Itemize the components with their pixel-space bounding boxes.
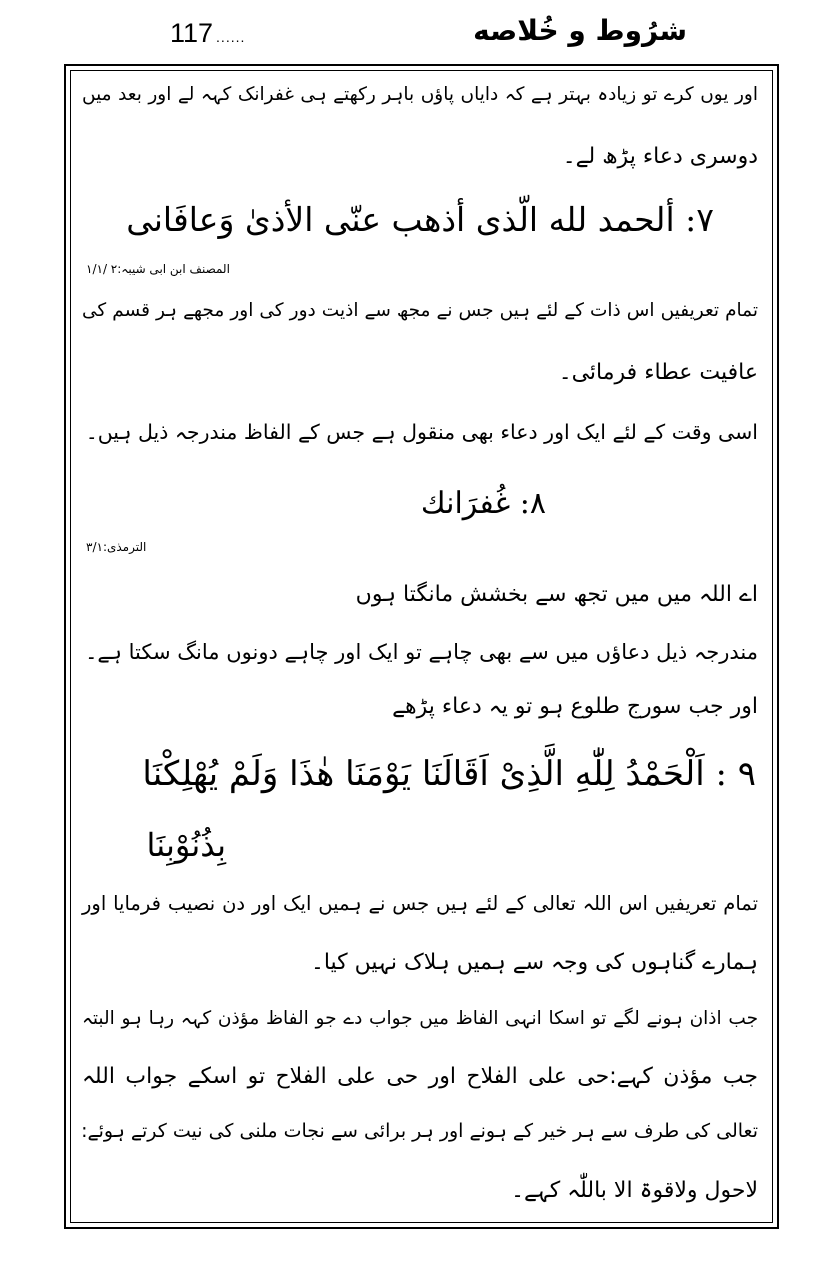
paragraph-line: اے اللہ میں میں تجھ سے بخشش مانگتا ہوں — [355, 582, 758, 607]
paragraph-line: جب اذان ہونے لگے تو اسکا انہی الفاظ میں جواب دے جو الفاظ مؤذن کہہ رہا ہو البتہ — [82, 1008, 758, 1029]
paragraph-line: دوسری دعاء پڑھ لے۔ — [562, 144, 758, 169]
page-number-value: 117 — [170, 18, 214, 48]
paragraph-line: تمام تعریفیں اس ذات کے لئے ہیں جس نے مجھ سے اذیت دور کی اور مجھے ہر قسم کی — [82, 300, 758, 321]
reference-citation: المصنف ابن ابی شیبہ:۲ /۱/۱ — [86, 262, 230, 276]
arabic-dua-9-line1: ۹ : اَلْحَمْدُ لِلّٰهِ الَّذِیْ اَقَالَنَا یَوْمَنَا هٰذَا وَلَمْ یُهْلِکْنَا — [142, 754, 756, 794]
paragraph-line: تمام تعریفیں اس اللہ تعالی کے لئے ہیں جس نے ہمیں ایک اور دن نصیب فرمایا اور — [82, 892, 758, 915]
paragraph-line: تعالی کی طرف سے ہر خیر کے ہونے اور ہر برائی سے نجات ملنی کی نیت کرتے ہوئے: — [81, 1120, 758, 1142]
page-number — [170, 18, 245, 49]
paragraph-line: عافیت عطاء فرمائی۔ — [558, 360, 758, 385]
arabic-dua-8: ۸: غُفرَانك — [420, 486, 546, 521]
page-header — [0, 0, 825, 60]
paragraph-line: مندرجہ ذیل دعاؤں میں سے بھی چاہے تو ایک اور چاہے دونوں مانگ سکتا ہے۔ — [85, 640, 758, 664]
paragraph-line: ہمارے گناہوں کی وجہ سے ہمیں ہلاک نہیں کیا۔ — [310, 950, 758, 975]
paragraph-line: اور جب سورج طلوع ہو تو یہ دعاء پڑھے — [392, 694, 758, 719]
page-number-dots: ...... — [216, 29, 246, 45]
book-title: شرُوط و خُلاصه — [473, 14, 687, 47]
reference-citation: الترمذی:۳/۱ — [86, 540, 147, 554]
paragraph-line: اسی وقت کے لئے ایک اور دعاء بھی منقول ہے جس کے الفاظ مندرجہ ذیل ہیں۔ — [85, 420, 758, 444]
arabic-dua-9-line2: بِذُنُوْبِنَا — [146, 826, 226, 864]
arabic-dua-7: ۷: ألحمد لله الّذی أذهب عنّی الأذیٰ وَعافَانی — [126, 200, 714, 239]
paragraph-line: اور یوں کرے تو زیادہ بہتر ہے کہ دایاں پاؤں باہر رکھتے ہی غفرانک کہہ لے اور بعد میں — [82, 84, 758, 105]
paragraph-line: لاحول ولاقوۃ الا باللّٰہ کہے۔ — [511, 1178, 758, 1203]
page-body — [76, 74, 766, 1219]
paragraph-line: جب مؤذن کہے:حی علی الفلاح اور حی علی الفلاح تو اسکے جواب اللہ — [82, 1064, 758, 1089]
